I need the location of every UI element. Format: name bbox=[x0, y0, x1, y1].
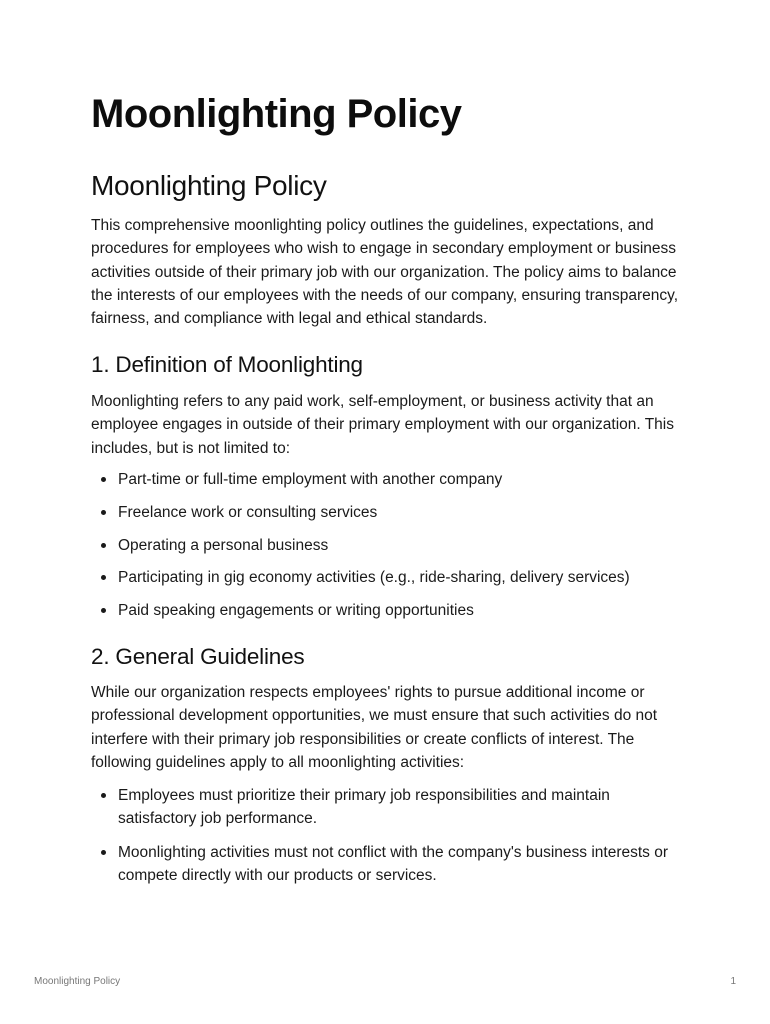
list-item-text: Part-time or full-time employment with another company bbox=[118, 471, 503, 488]
section-1-heading: 1. Definition of Moonlighting bbox=[91, 352, 363, 377]
bullet-icon bbox=[101, 608, 106, 613]
list-item bbox=[91, 501, 691, 524]
intro-paragraph: This comprehensive moonlighting policy outlines the guidelines, expectations, and procedures for employees who wish to engage in secondary employment or business activities outside of their primary job with our organization. The policy aims to balance the interests of our employees with the needs of our company, ensuring transparency, fairness, and compliance with legal and ethical standards. bbox=[91, 217, 679, 328]
list-item-text: Employees must prioritize their primary job responsibilities and maintain satisfactory job performance. bbox=[118, 787, 610, 828]
bullet-icon bbox=[101, 477, 106, 482]
list-item bbox=[91, 534, 691, 557]
section-2-list bbox=[91, 784, 691, 897]
section-1-paragraph: Moonlighting refers to any paid work, self-employment, or business activity that an employee engages in outside of their primary employment with our organization. This includes, but is not limited to: bbox=[91, 393, 674, 457]
section-2-paragraph: While our organization respects employees' rights to pursue additional income or professional development opportunities, we must ensure that such activities do not interfere with their primary job responsibilities or create conflicts of interest. The following guidelines apply to all moonlighting activities: bbox=[91, 684, 658, 771]
bullet-icon bbox=[101, 575, 106, 580]
list-item bbox=[91, 566, 691, 589]
bullet-icon bbox=[101, 543, 106, 548]
bullet-icon bbox=[101, 850, 106, 855]
list-item-text: Moonlighting activities must not conflict with the company's business interests or compete directly with our products or services. bbox=[118, 843, 669, 884]
list-item bbox=[91, 468, 691, 491]
list-item-text: Participating in gig economy activities (e.g., ride-sharing, delivery services) bbox=[118, 569, 630, 587]
bullet-icon bbox=[101, 793, 106, 798]
page-number: 1 bbox=[730, 976, 736, 987]
list-item bbox=[91, 599, 691, 622]
section-1-list bbox=[91, 468, 691, 632]
document-subtitle: Moonlighting Policy bbox=[91, 170, 327, 201]
footer-label: Moonlighting Policy bbox=[34, 976, 121, 987]
document-title: Moonlighting Policy bbox=[91, 92, 462, 136]
list-item bbox=[91, 784, 691, 831]
section-2-heading: 2. General Guidelines bbox=[91, 644, 305, 669]
bullet-icon bbox=[101, 510, 106, 515]
list-item-text: Freelance work or consulting services bbox=[118, 503, 378, 521]
list-item-text: Paid speaking engagements or writing opportunities bbox=[118, 602, 474, 620]
list-item-text: Operating a personal business bbox=[118, 536, 329, 554]
list-item bbox=[91, 841, 691, 888]
